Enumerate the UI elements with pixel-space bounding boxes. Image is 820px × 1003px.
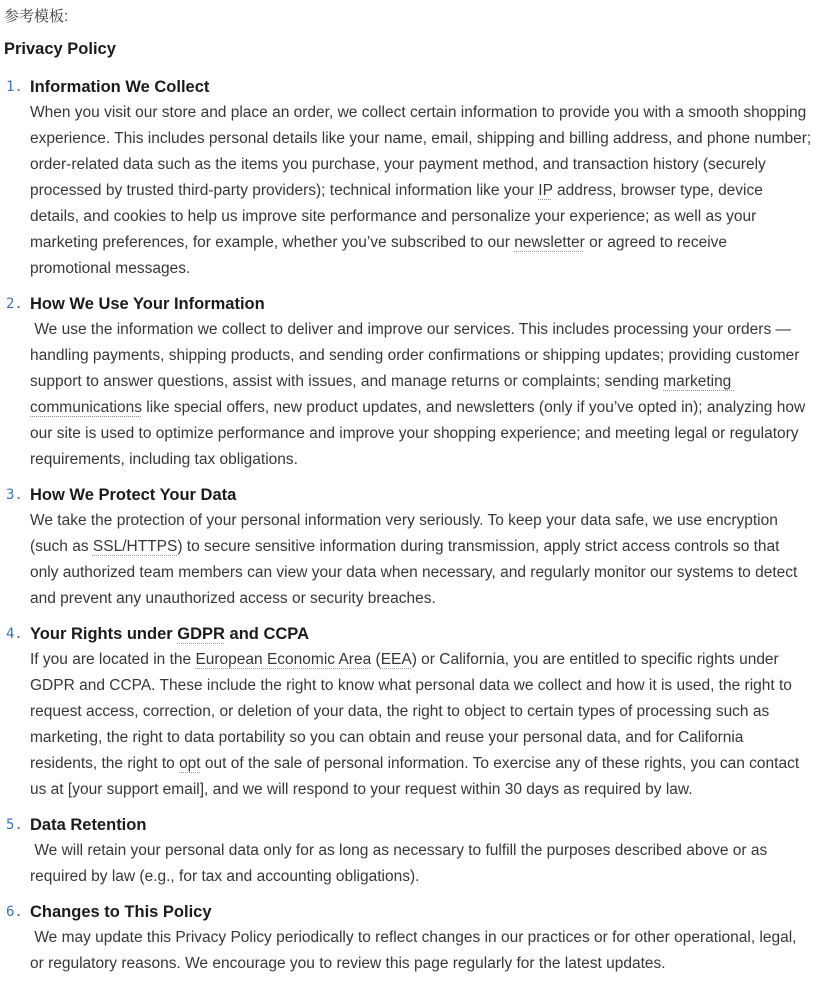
section-heading [30,621,814,647]
underlined-term: newsletter [514,234,585,251]
underlined-term: opt [179,755,201,772]
policy-section [4,899,814,977]
text-run: Data Retention [30,816,147,834]
section-paragraph [30,317,814,473]
underlined-term: IP [538,182,553,199]
section-paragraph [30,925,814,977]
section-number: 1. [6,79,23,95]
text-run: like special offers, new product updates, and newsletters (only if you’ve opted in); analyzing how our site is used to optimize performance and improve your shopping experience; and meeting legal or regulatory requirements, including tax obligations. [30,399,810,468]
section-number: 5. [6,817,23,833]
section-content [30,74,814,282]
policy-section [4,482,814,612]
text-run: out of the sale of personal information. To exercise any of these rights, you can contact us at [your support email], and we will respond to your request within 30 days as required by law. [30,755,804,798]
section-heading [30,899,814,925]
section-content [30,291,814,473]
policy-section [4,74,814,282]
policy-list [4,74,814,977]
text-run: address, browser type, device details, and cookies to help us improve site performance and personalize your experience; as well as your marketing preferences, for example, whether you’ve subscribed to our [30,182,768,251]
underlined-term: European Economic Area [195,651,372,668]
text-run: We use the information we collect to deliver and improve our services. This includes processing your orders — handling payments, shipping products, and sending order confirmations or shipping updates; providing customer support to answer questions, assist with issues, and manage returns or complaints; sending [30,321,804,390]
section-content [30,621,814,803]
text-run: and CCPA [224,625,309,643]
section-paragraph [30,647,814,803]
section-paragraph [30,508,814,612]
section-heading [30,74,814,100]
section-paragraph [30,100,814,282]
text-run: Changes to This Policy [30,903,212,921]
section-number: 6. [6,904,23,920]
reference-label: 参考模板: [4,8,69,25]
text-run: When you visit our store and place an order, we collect certain information to provide you with a smooth shopping experience. This includes personal details like your name, email, shipping and billing address, and phone number; order-related data such as the items you purchase, your payment method, and transaction history (securely processed by trusted third-party providers); technical information like your [30,104,816,199]
text-run: or agreed to receive promotional messages. [30,234,732,277]
text-run: How We Protect Your Data [30,486,237,504]
underlined-term: SSL/HTTPS [92,538,178,555]
section-content [30,899,814,977]
text-run: ) to secure sensitive information during transmission, apply strict access controls so that only authorized team members can view your data when necessary, and regularly monitor our systems to detect and prevent any unauthorized access or security breaches. [30,538,802,607]
underlined-term: EEA [380,651,412,668]
section-heading [30,482,814,508]
text-run: ( [371,651,381,668]
section-paragraph [30,838,814,890]
text-run: If you are located in the [30,651,196,668]
section-heading [30,291,814,317]
section-number: 4. [6,626,23,642]
section-heading [30,812,814,838]
underlined-term: GDPR [177,625,225,643]
section-number: 2. [6,296,23,312]
section-content [30,812,814,890]
text-run: Information We Collect [30,78,210,96]
page-title: Privacy Policy [4,40,116,58]
underlined-term: marketing communications [30,373,736,416]
text-run: We take the protection of your personal information very seriously. To keep your data safe, we use encryption (such as [30,512,783,555]
text-run: Your Rights under [30,625,178,643]
text-run: We may update this Privacy Policy periodically to reflect changes in our practices or for other operational, legal, or regulatory reasons. We encourage you to review this page regularly for the latest updates. [30,929,801,972]
policy-section [4,812,814,890]
policy-section [4,291,814,473]
text-run: ) or California, you are entitled to specific rights under GDPR and CCPA. These include the right to know what personal data we collect and how it is used, the right to request access, correction, or deletion of your data, the right to object to certain types of processing such as marketing, the right to data portability so you can obtain and reuse your personal data, and for California residents, the right to [30,651,797,772]
text-run: How We Use Your Information [30,295,265,313]
text-run: We will retain your personal data only for as long as necessary to fulfill the purposes described above or as required by law (e.g., for tax and accounting obligations). [30,842,772,885]
section-number: 3. [6,487,23,503]
section-content [30,482,814,612]
policy-section [4,621,814,803]
